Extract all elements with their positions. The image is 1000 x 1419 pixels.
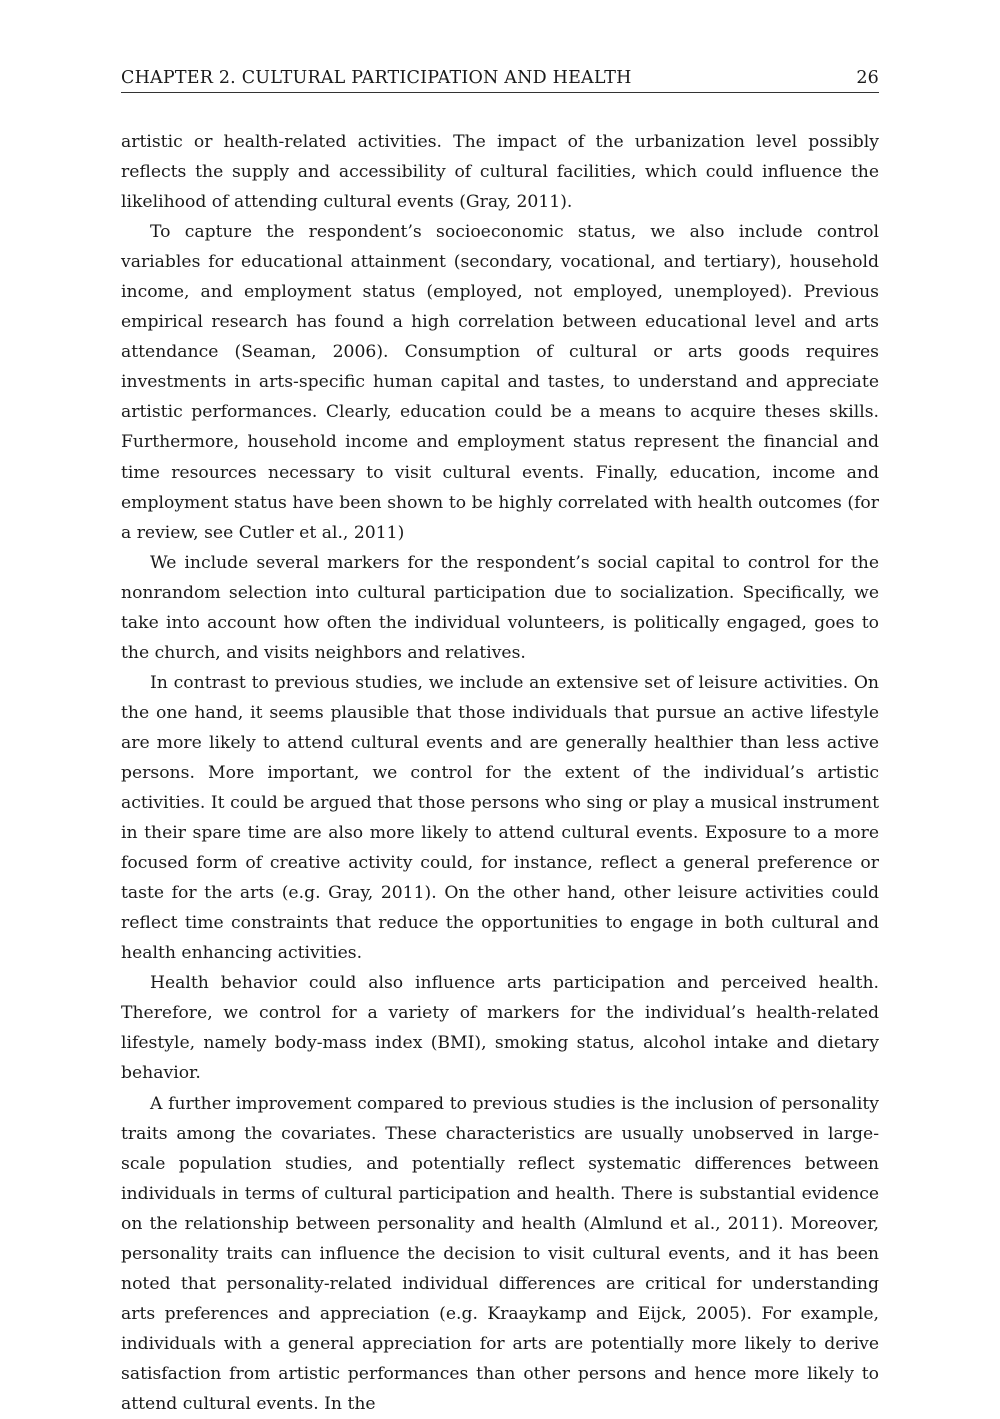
paragraph: artistic or health-related activities. The impact of the urbanization level possibly reflects the supply and accessibility of cultural facilities, which could influence the likelihood of attending cultural events (Gray, 2011).: [121, 127, 879, 217]
page: [121, 68, 879, 1419]
paragraph: To capture the respondent’s socioeconomic status, we also include control variables for educational attainment (secondary, vocational, and tertiary), household income, and employment status (employed, not employed, unemployed). Previous empirical research has found a high correlation between educational level and arts attendance (Seaman, 2006). Consumption of cultural or arts goods requires investments in arts-specific human capital and tastes, to understand and appreciate artistic performances. Clearly, education could be a means to acquire theses skills. Furthermore, household income and employment status represent the financial and time resources necessary to visit cultural events. Finally, education, income and employment status have been shown to be highly correlated with health outcomes (for a review, see Cutler et al., 2011): [121, 217, 879, 548]
paragraph: We include several markers for the respondent’s social capital to control for the nonrandom selection into cultural participation due to socialization. Specifically, we take into account how often the individual volunteers, is politically engaged, goes to the church, and visits neighbors and relatives.: [121, 548, 879, 668]
chapter-title: CHAPTER 2. CULTURAL PARTICIPATION AND HEALTH: [121, 68, 632, 88]
paragraph: A further improvement compared to previous studies is the inclusion of personality traits among the covariates. These characteristics are usually unobserved in large-scale population studies, and potentially reflect systematic differences between individuals in terms of cultural participation and health. There is substantial evidence on the relationship between personality and health (Almlund et al., 2011). Moreover, personality traits can influence the decision to visit cultural events, and it has been noted that personality-related individual differences are critical for understanding arts preferences and appreciation (e.g. Kraaykamp and Eijck, 2005). For example, individuals with a general appreciation for arts are potentially more likely to derive satisfaction from artistic performances than other persons and hence more likely to attend cultural events. In the: [121, 1089, 879, 1419]
body-text: [121, 127, 879, 1419]
paragraph: Health behavior could also influence arts participation and perceived health. Therefore, we control for a variety of markers for the individual’s health-related lifestyle, namely body-mass index (BMI), smoking status, alcohol intake and dietary behavior.: [121, 968, 879, 1088]
running-header: [121, 68, 879, 93]
paragraph: In contrast to previous studies, we include an extensive set of leisure activities. On the one hand, it seems plausible that those individuals that pursue an active lifestyle are more likely to attend cultural events and are generally healthier than less active persons. More important, we control for the extent of the individual’s artistic activities. It could be argued that those persons who sing or play a musical instrument in their spare time are also more likely to attend cultural events. Exposure to a more focused form of creative activity could, for instance, reflect a general preference or taste for the arts (e.g. Gray, 2011). On the other hand, other leisure activities could reflect time constraints that reduce the opportunities to engage in both cultural and health enhancing activities.: [121, 668, 879, 968]
page-number: 26: [856, 68, 879, 88]
